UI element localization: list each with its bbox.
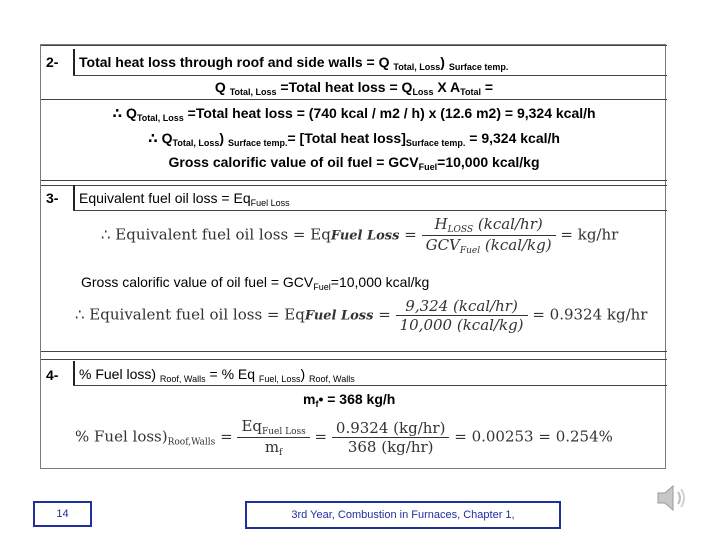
rule-2c [41,180,667,181]
rule-top [41,45,667,46]
content-panel [40,44,666,469]
item-number-4: 4- [46,367,59,383]
item-2-divider [73,49,75,75]
calc-fraction: $\frac{\text{9,324 (kcal/hr)}}{\text{10,000 (kcal/kg)}}$ [396,297,528,334]
fuel-loss-percentage-calculation: % Fuel $loss)_{Roof,Walls}$ = $\frac{Eq_{Fuel Loss}}{m_f}$ = $\frac{0.9324 (kg/hr)}{368 (kg/hr)}$ = 0.00253 = 0.254% [75,417,613,458]
item-4-divider [73,361,75,385]
value-fraction: $\frac{0.9324 (kg/hr)}{368 (kg/hr)}$ [332,419,450,456]
page-number: 14 [33,501,92,527]
rule-2a [73,75,667,76]
item-2-line1: Q $_{Total, Loss}$ =Total heat loss = $Q_{Loss}$ X $A_{Total}$ = [214,79,494,97]
item-2-heading: Total heat loss through roof and side walls = Q $_{Total, Loss}$) $_{Surface temp.}$ [79,54,509,72]
rule-4a [73,385,667,386]
item-number-2: 2- [46,54,59,70]
item-4-heading: % Fuel loss) $_{Roof, Walls}$ = % Eq $_{Fuel, Loss}$) $_{Roof, Walls}$ [79,366,355,384]
item-2-line3: ∴ $Q_{Total, Loss}$) $_{Surface temp.}$= [Total heat $loss]_{Surface temp.} = 9,324$ kcal/h [148,130,560,148]
formula-fraction: $\frac{H_{LOSS} (kcal/hr)}{GCV_{Fuel} (kcal/kg)}$ [422,215,556,256]
rule-4-top [41,359,667,360]
item-3-divider [73,185,75,211]
speaker-icon[interactable] [652,478,692,518]
mid-fraction: $\frac{Eq_{Fuel Loss}}{m_f}$ [237,417,309,458]
item-3-heading: Equivalent fuel oil loss = $Eq_{Fuel Loss}$ [79,190,290,208]
item-2-line4: Gross calorific value of oil fuel = $GCV_{Fuel}=10,000$ kcal/kg [168,154,540,172]
equivalent-fuel-formula: ∴ Equivalent fuel oil loss = EqFuel Loss = $\frac{H_{LOSS} (kcal/hr)}{GCV_{Fuel} (kcal/kg)}$ = kg/hr [101,215,619,256]
equivalent-fuel-calculation: ∴ Equivalent fuel oil loss = EqFuel Loss = $\frac{\text{9,324 (kcal/hr)}}{\text{10,000 (kcal/kg)}}$ = 0.9324 kg/hr [75,297,648,334]
rule-3b [41,351,667,352]
item-3-gcv-line: Gross calorific value of oil fuel = $GCV_{Fuel}=10,000$ kcal/kg [81,274,430,292]
rule-2b [41,99,667,100]
rule-3-top [41,185,667,186]
footer-title: 3rd Year, Combustion in Furnaces, Chapter 1, [245,501,561,529]
item-number-3: 3- [46,190,59,206]
item-2-line2: ∴ $Q_{Total, Loss}$ =Total heat loss = (740 kcal / m2 / h) x (12.6 m2) = 9,324 kcal/h [112,105,596,123]
rule-3a [73,210,667,211]
item-4-mf-line: $m_f• = 368$ kg/h [303,391,396,409]
